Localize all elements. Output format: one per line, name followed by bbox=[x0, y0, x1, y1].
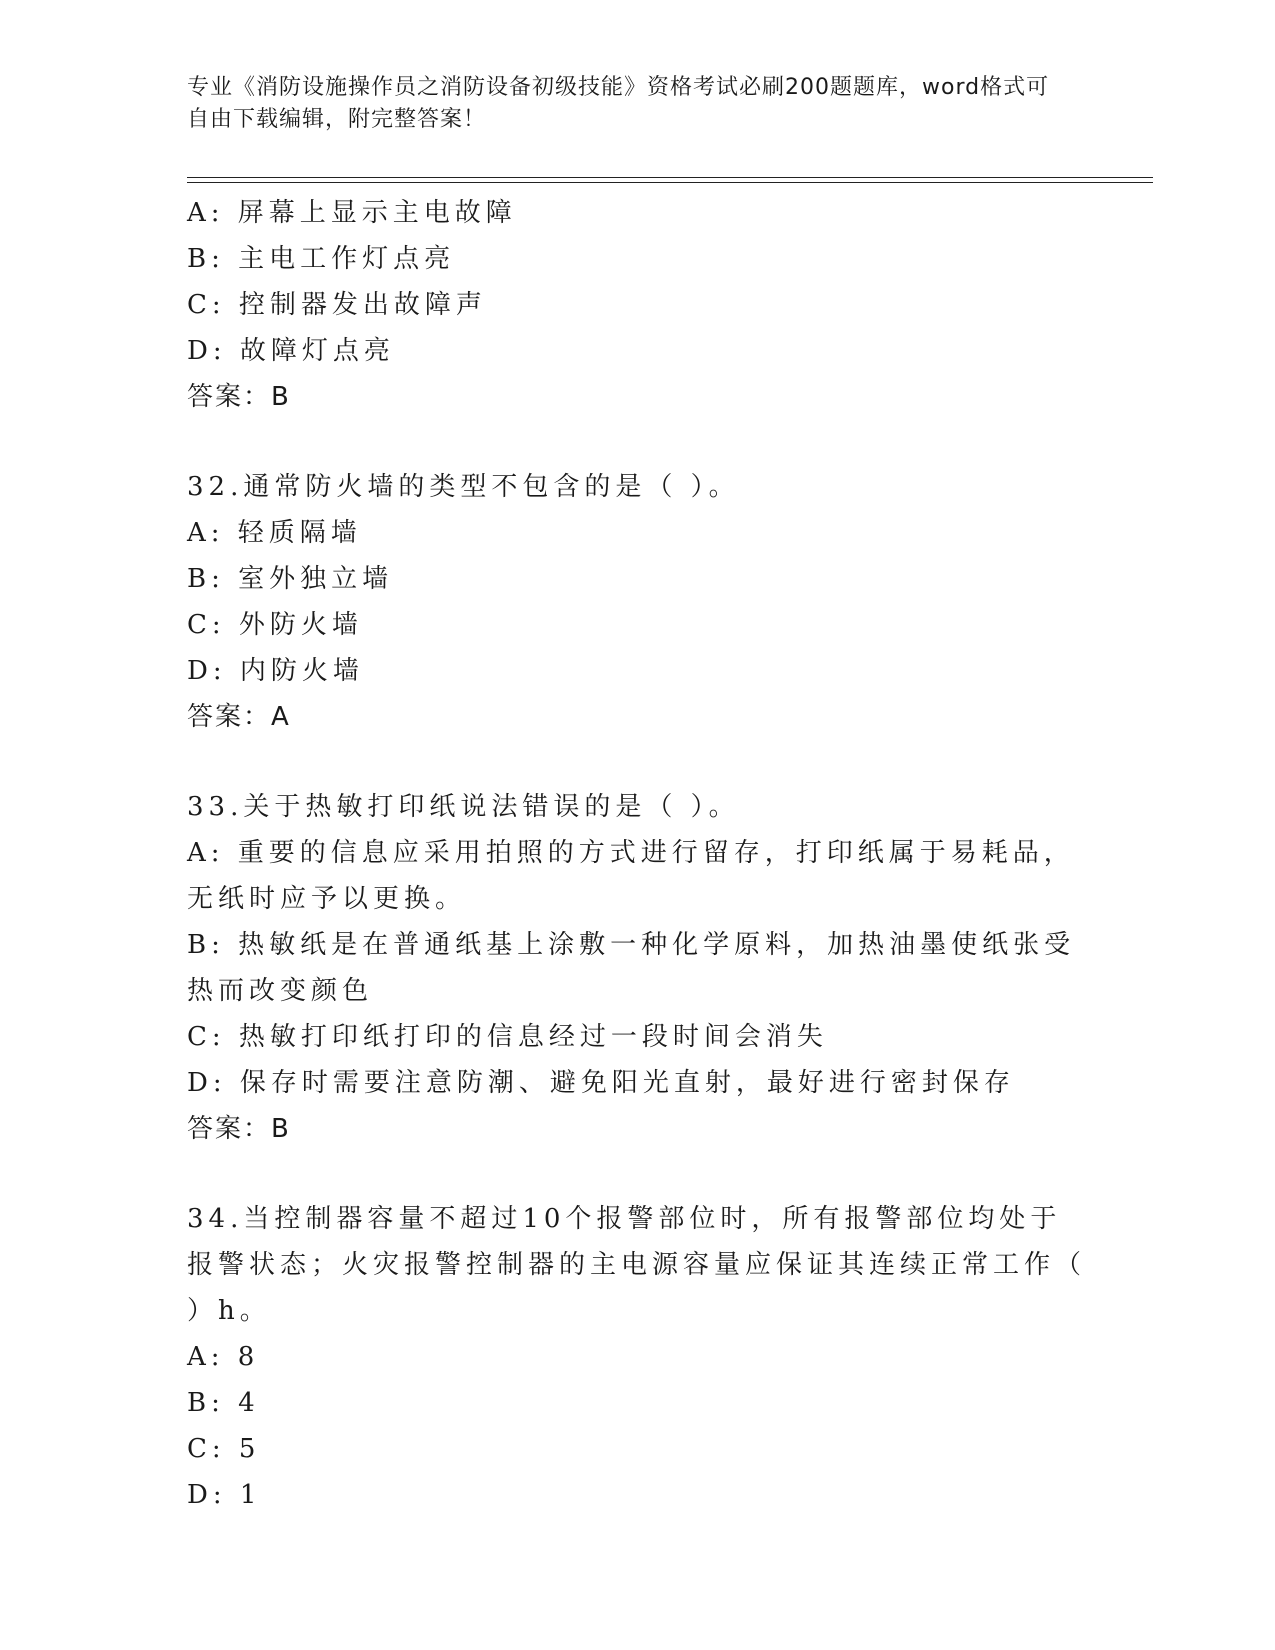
option-d: D: 故障灯点亮 bbox=[187, 336, 395, 366]
question-text: 32.通常防火墙的类型不包含的是（ ）。 bbox=[187, 472, 740, 502]
answer: 答案：B bbox=[187, 382, 291, 412]
option-a: A: 屏幕上显示主电故障 bbox=[187, 198, 517, 228]
option-a: A: 8 bbox=[187, 1342, 260, 1372]
option-c: C: 热敏打印纸打印的信息经过一段时间会消失 bbox=[187, 1022, 828, 1052]
option-c: C: 控制器发出故障声 bbox=[187, 290, 487, 320]
question-list bbox=[187, 190, 1087, 1518]
question-31 bbox=[187, 190, 1087, 420]
spacer bbox=[187, 1152, 1087, 1196]
option-d: D: 1 bbox=[187, 1480, 262, 1510]
option-c: C: 外防火墙 bbox=[187, 610, 363, 640]
header-rule-bottom bbox=[187, 182, 1153, 183]
option-c: C: 5 bbox=[187, 1434, 261, 1464]
question-34 bbox=[187, 1196, 1087, 1518]
option-d: D: 内防火墙 bbox=[187, 656, 364, 686]
header-text: 专业《消防设施操作员之消防设备初级技能》资格考试必刷200题题库，word格式可自由下载编辑，附完整答案！ bbox=[187, 75, 1050, 132]
option-a: A: 重要的信息应采用拍照的方式进行留存，打印纸属于易耗品，无纸时应予以更换。 bbox=[187, 838, 1075, 914]
question-text: 34.当控制器容量不超过10个报警部位时，所有报警部位均处于报警状态；火灾报警控制器的主电源容量应保证其连续正常工作（ ）h。 bbox=[187, 1204, 1087, 1326]
option-b: B: 室外独立墙 bbox=[187, 564, 394, 594]
question-32 bbox=[187, 464, 1087, 740]
option-b: B: 热敏纸是在普通纸基上涂敷一种化学原料，加热油墨使纸张受热而改变颜色 bbox=[187, 930, 1076, 1006]
option-a: A: 轻质隔墙 bbox=[187, 518, 362, 548]
document-header bbox=[187, 72, 1067, 136]
question-text: 33.关于热敏打印纸说法错误的是（ ）。 bbox=[187, 792, 740, 822]
option-d: D: 保存时需要注意防潮、避免阳光直射，最好进行密封保存 bbox=[187, 1068, 1015, 1098]
question-33 bbox=[187, 784, 1087, 1152]
header-rule-top bbox=[187, 177, 1153, 178]
answer: 答案：B bbox=[187, 1114, 291, 1144]
answer: 答案：A bbox=[187, 702, 291, 732]
spacer bbox=[187, 740, 1087, 784]
spacer bbox=[187, 420, 1087, 464]
option-b: B: 4 bbox=[187, 1388, 260, 1418]
option-b: B: 主电工作灯点亮 bbox=[187, 244, 456, 274]
